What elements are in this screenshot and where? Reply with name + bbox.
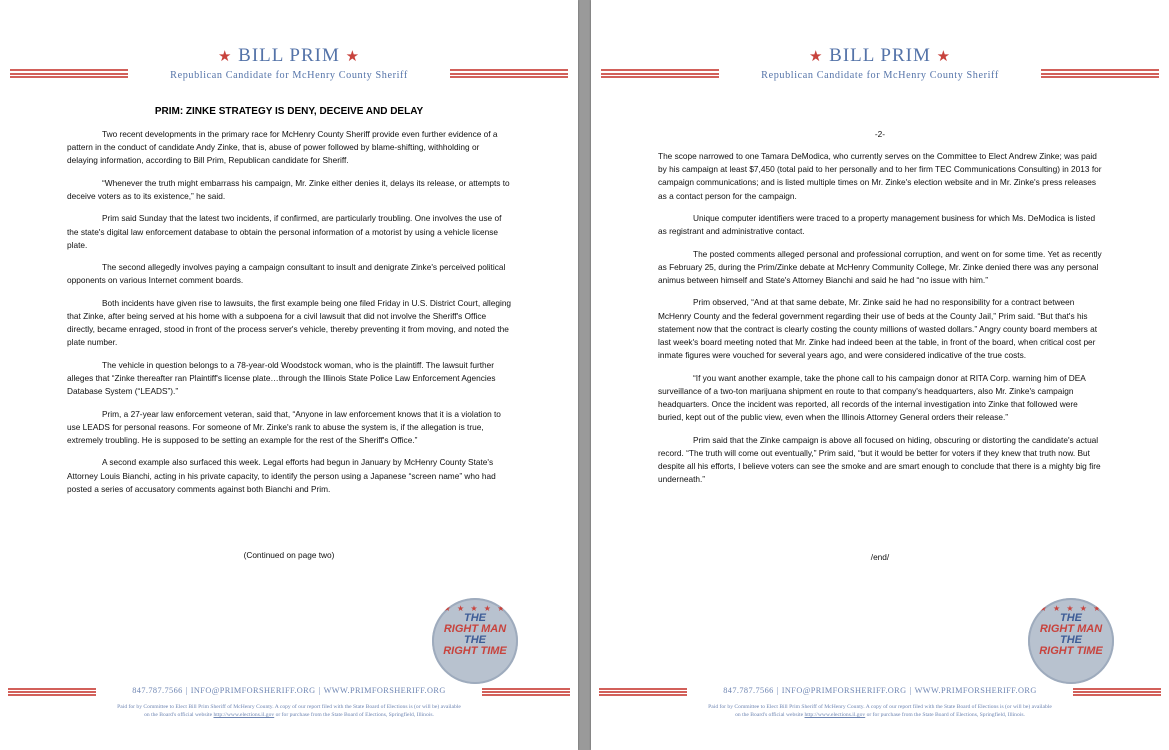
star-icon: ★ ★ ★ ★ ★ (443, 604, 507, 613)
letterhead-rule-right (450, 69, 568, 76)
website-url: WWW.PRIMFORSHERIFF.ORG (914, 686, 1037, 695)
campaign-badge (1028, 598, 1114, 684)
star-icon: ★ (217, 49, 233, 65)
page-number: -2- (874, 129, 886, 139)
paragraph: “Whenever the truth might embarrass his campaign, Mr. Zinke either denies it, delays its release, or attempts to deceive voters as to its existence,” he said. (67, 177, 510, 201)
email-address: INFO@PRIMFORSHERIFF.ORG (781, 686, 907, 695)
legal-line-1: Paid for by Committee to Elect Bill Prim Sheriff of McHenry County. A copy of our report filed with the State Board of Elections is (or will be) available (708, 704, 1052, 710)
candidate-subtitle: Republican Candidate for McHenry County Sheriff (761, 70, 999, 81)
campaign-badge (432, 598, 518, 684)
candidate-name (0, 44, 578, 69)
elections-link[interactable]: http://www.elections.il.gov (213, 712, 275, 718)
candidate-subtitle: Republican Candidate for McHenry County Sheriff (170, 70, 408, 81)
badge-line: THE (464, 634, 486, 646)
badge-line: RIGHT MAN (1039, 623, 1103, 635)
footer-rule-left (599, 688, 687, 695)
letterhead-rule-left (601, 69, 719, 76)
letterhead (591, 44, 1169, 83)
legal-disclaimer (0, 703, 578, 719)
email-address: INFO@PRIMFORSHERIFF.ORG (190, 686, 316, 695)
candidate-name-text: BILL PRIM (238, 45, 340, 66)
letterhead-rule-left (10, 69, 128, 76)
legal-line-2 (0, 711, 578, 719)
badge-line: RIGHT TIME (443, 645, 507, 657)
candidate-name (591, 44, 1169, 69)
legal-disclaimer (591, 703, 1169, 719)
document-page-2 (591, 0, 1169, 750)
paragraph: Prim observed, “And at that same debate, Mr. Zinke said he had no responsibility for a contract between McHenry County and the federal government regarding their use of beds at the County Jail,” Prim said. “But that's his statement now that the contract is clearly costing the county millions of wasted dollars.” Angry county board members at last week's board meeting noted that Mr. Zinke had indeed been at the table, in front of the board, when critical cost per inmate figures were vouched for several years ago, and were considered indicative of the true costs. (658, 297, 1098, 361)
press-release-title: PRIM: ZINKE STRATEGY IS DENY, DECEIVE AND DELAY (154, 106, 424, 117)
legal-line-2 (591, 711, 1169, 719)
website-url: WWW.PRIMFORSHERIFF.ORG (323, 686, 446, 695)
end-marker: /end/ (870, 552, 890, 562)
badge-line: THE (1060, 634, 1082, 646)
star-icon: ★ ★ ★ ★ ★ (1039, 604, 1103, 613)
paragraph: The scope narrowed to one Tamara DeModica, who currently serves on the Committee to Elect Andrew Zinke; was paid by his campaign at least $7,450 (total paid to her personally and to her firm TEC Communications Consulting) in 2013 for campaign communications; and is listed multiple times on Mr. Zinke's election website and in Mr. Zinke's press releases as a contact person for the campaign. (658, 151, 1102, 201)
phone-number: 847.787.7566 (132, 686, 183, 695)
footer (591, 684, 1169, 719)
footer-rule-left (8, 688, 96, 695)
footer-rule-right (482, 688, 570, 695)
legal-text: on the Board's official website (735, 712, 805, 718)
badge-line: RIGHT TIME (1039, 645, 1103, 657)
star-icon: ★ (808, 49, 824, 65)
letterhead (0, 44, 578, 83)
page1-body (67, 128, 512, 505)
letterhead-rule-right (1041, 69, 1159, 76)
page2-body (658, 150, 1103, 496)
phone-number: 847.787.7566 (723, 686, 774, 695)
paragraph: The second allegedly involves paying a campaign consultant to insult and denigrate Zinke's perceived political opponents on various Internet comment boards. (67, 262, 506, 286)
paragraph: A second example also surfaced this week. Legal efforts had begun in January by McHenry County State's Attorney Louis Bianchi, acting in his private capacity, to identify the person using a Japanese “screen name” who had posted a series of accusatory comments against both Bianchi and Prim. (67, 457, 496, 494)
paragraph: “If you want another example, take the phone call to his campaign donor at RITA Corp. warning him of DEA surveillance of a two-ton marijuana shipment en route to that company's headquarters, also Mr. Zinke's campaign headquarters. Once the incident was reported, all records of the internal investigation into Zinke that followed were buried, kept out of the public view, even when the Illinois Attorney General orders their release.” (658, 372, 1086, 423)
legal-line-1: Paid for by Committee to Elect Bill Prim Sheriff of McHenry County. A copy of our report filed with the State Board of Elections is (or will be) available (117, 704, 461, 710)
candidate-name-text: BILL PRIM (829, 45, 931, 66)
footer-rule-right (1073, 688, 1161, 695)
paragraph: The vehicle in question belongs to a 78-year-old Woodstock woman, who is the plaintiff. The lawsuit further alleges that “Zinke thereafter ran Plaintiff's license plate…through the Illinois State Police Law Enforcement Agencies Database System (“LEADS”).” (67, 359, 496, 397)
paragraph: Prim, a 27-year law enforcement veteran, said that, “Anyone in law enforcement knows that it is a violation to use LEADS for personal reasons. For someone of Mr. Zinke's rank to abuse the system is, if the allegation is true, extremely troubling. He is supposed to be setting an example for the rest of the Sheriff's Office.” (67, 408, 501, 445)
continued-note: (Continued on page two) (243, 550, 335, 560)
badge-line: THE (1060, 612, 1082, 624)
star-icon: ★ (936, 49, 952, 65)
paragraph: Prim said that the Zinke campaign is above all focused on hiding, obscuring or distorting the candidate's actual record. “The truth will come out eventually,” Prim said, “but it would be better for voters if they knew that truth now. But despite all his efforts, I believe voters can see the smoke and are smart enough to conclude that there is a mighty big fire underneath.” (658, 434, 1101, 485)
paragraph: The posted comments alleged personal and professional corruption, and went on for some time. Yet as recently as February 25, during the Prim/Zinke debate at McHenry Community College, Mr. Zinke denied there was any personal animus between himself and State's Attorney Bianchi and said he had “no issue with him.” (658, 248, 1102, 285)
document-page-1 (0, 0, 578, 750)
badge-line: RIGHT MAN (443, 623, 507, 635)
star-icon: ★ (345, 49, 361, 65)
footer (0, 684, 578, 719)
legal-text: or for purchase from the State Board of Elections, Springfield, Illinois. (274, 712, 434, 718)
paragraph: Both incidents have given rise to lawsuits, the first example being one filed Friday in U.S. District Court, alleging that Zinke, after being served at his home with a subpoena for a civil lawsuit that did not involve the Sheriff's Office directly, became enraged, stood in front of the process server's vehicle, thereby preventing it from moving, and noted the plate number. (67, 297, 512, 348)
footer-contact: 847.787.7566 | INFO@PRIMFORSHERIFF.ORG | WWW.PRIMFORSHERIFF.ORG (723, 686, 1037, 695)
footer-contact: 847.787.7566 | INFO@PRIMFORSHERIFF.ORG | WWW.PRIMFORSHERIFF.ORG (132, 686, 446, 695)
elections-link[interactable]: http://www.elections.il.gov (804, 712, 866, 718)
paragraph: Prim said Sunday that the latest two incidents, if confirmed, are particularly troubling. One involves the use of the state's digital law enforcement database to obtain the personal information of a motorist by using a vehicle license plate. (67, 213, 502, 250)
legal-text: on the Board's official website (144, 712, 214, 718)
paragraph: Two recent developments in the primary race for McHenry County Sheriff provide even further evidence of a pattern in the conduct of candidate Andy Zinke, that is, abuse of power followed by blame-shifting, withholding or delaying information, according to Bill Prim, Republican candidate for Sheriff. (67, 129, 498, 166)
paragraph: Unique computer identifiers were traced to a property management business for which Ms. DeModica is listed as registrant and administrative contact. (658, 213, 1096, 237)
legal-text: or for purchase from the State Board of Elections, Springfield, Illinois. (865, 712, 1025, 718)
badge-line: THE (464, 612, 486, 624)
